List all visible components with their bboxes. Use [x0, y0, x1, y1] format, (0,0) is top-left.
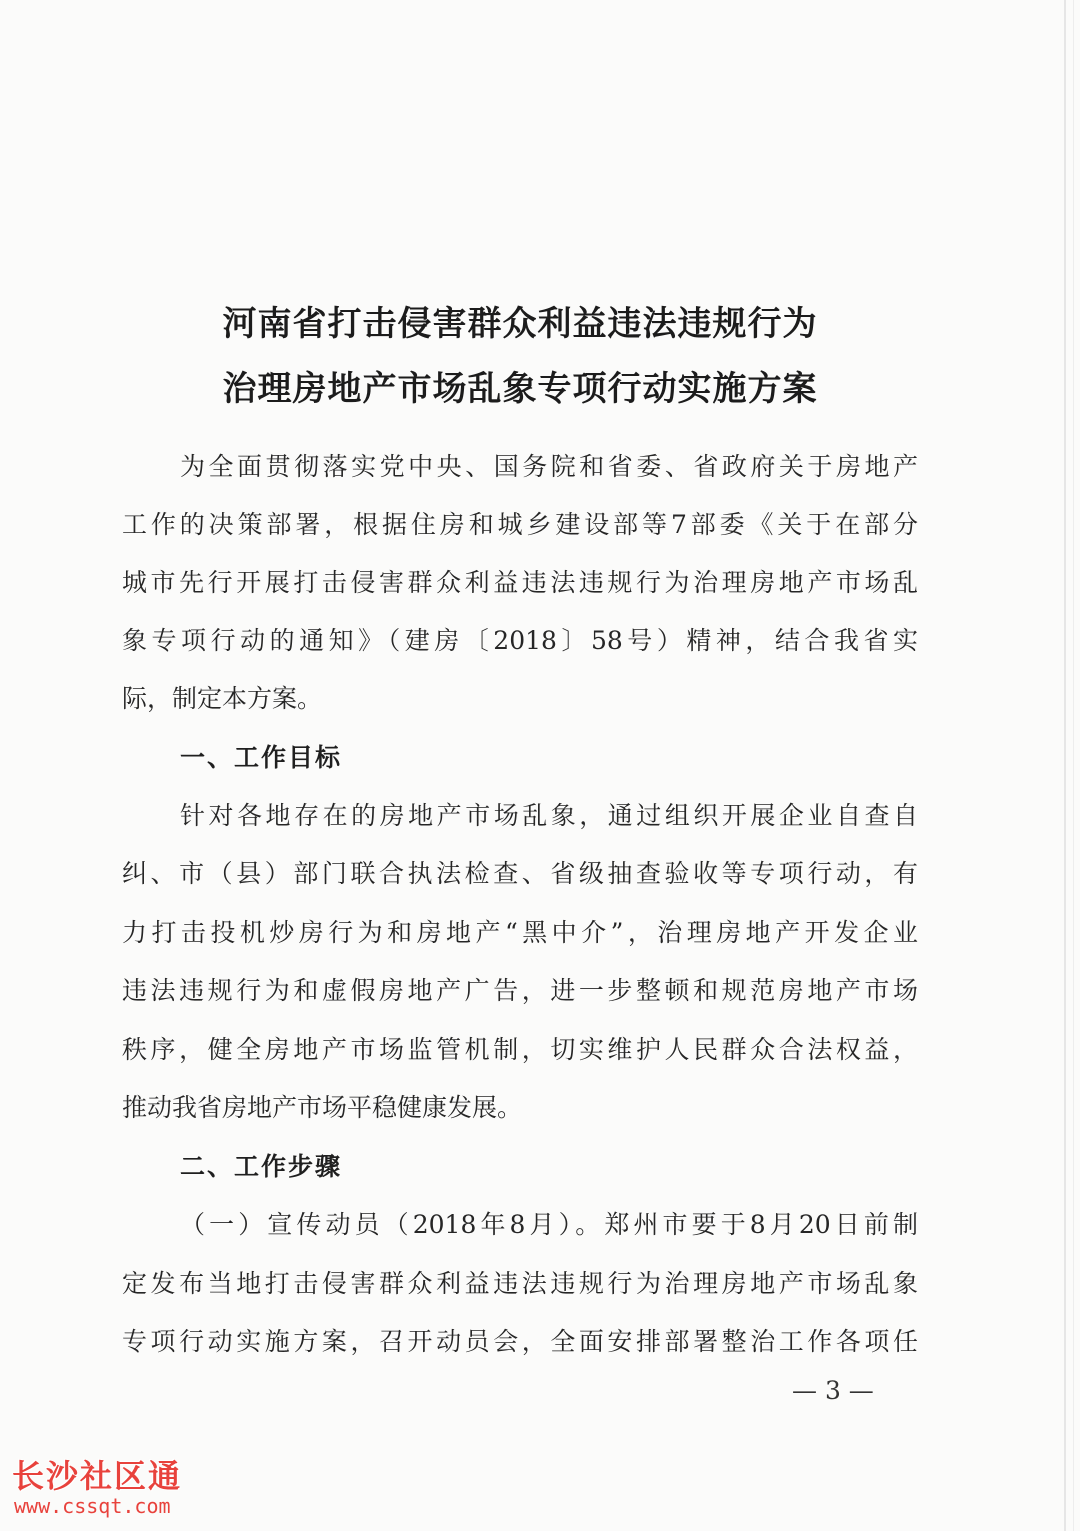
steps-line: （一）宣传动员（2018年8月）。郑州市要于8月20日前制 — [180, 1210, 918, 1239]
intro-line: 象专项行动的通知》（建房〔2018〕58号）精神，结合我省实 — [122, 626, 918, 655]
section-heading-steps: 二、工作步骤 — [180, 1152, 343, 1181]
goals-line: 违法违规行为和虚假房地产广告，进一步整顿和规范房地产市场 — [122, 976, 918, 1005]
goals-line: 推动我省房地产市场平稳健康发展。 — [122, 1093, 523, 1122]
page-edge-line-outer — [1073, 0, 1074, 1531]
intro-line: 城市先行开展打击侵害群众利益违法违规行为治理房地产市场乱 — [122, 568, 918, 597]
intro-line: 际，制定本方案。 — [122, 684, 323, 713]
goals-line: 针对各地存在的房地产市场乱象，通过组织开展企业自查自 — [180, 801, 918, 830]
document-title-line-1: 河南省打击侵害群众利益违法违规行为 — [222, 304, 818, 344]
goals-line: 纠、市（县）部门联合执法检查、省级抽查验收等专项行动，有 — [122, 859, 918, 888]
page-edge-line — [1064, 0, 1066, 1531]
section-heading-goals: 一、工作目标 — [180, 743, 343, 772]
document-title-line-2: 治理房地产市场乱象专项行动实施方案 — [222, 369, 818, 409]
goals-line: 秩序，健全房地产市场监管机制，切实维护人民群众合法权益， — [122, 1035, 918, 1064]
intro-line: 为全面贯彻落实党中央、国务院和省委、省政府关于房地产 — [180, 452, 918, 481]
watermark-name: 长沙社区通 — [12, 1457, 183, 1495]
goals-line: 力打击投机炒房行为和房地产“黑中介”，治理房地产开发企业 — [122, 918, 918, 947]
watermark-url: www.cssqt.com — [14, 1494, 171, 1518]
page-number: — 3 — — [792, 1376, 874, 1405]
intro-line: 工作的决策部署，根据住房和城乡建设部等7部委《关于在部分 — [122, 510, 918, 539]
steps-line: 专项行动实施方案，召开动员会，全面安排部署整治工作各项任 — [122, 1327, 918, 1356]
site-watermark — [12, 1458, 182, 1518]
steps-line: 定发布当地打击侵害群众利益违法违规行为治理房地产市场乱象 — [122, 1269, 918, 1298]
